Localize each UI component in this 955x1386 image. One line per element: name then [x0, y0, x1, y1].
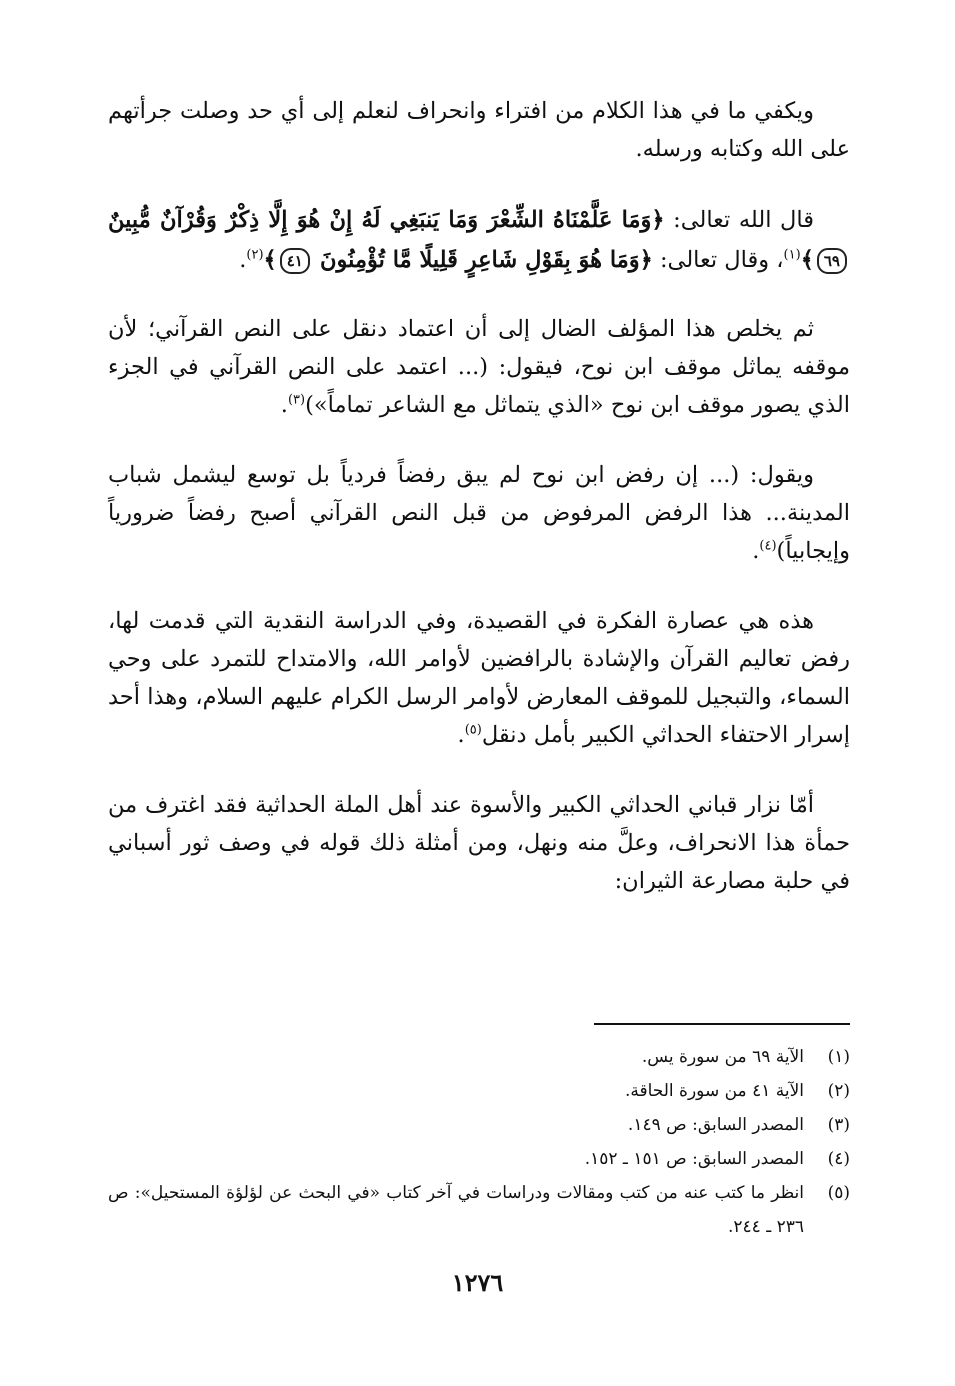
paragraph-4: [108, 602, 850, 754]
footnote-1: [108, 1040, 850, 1074]
quran-middle: ، وقال تعالى:: [652, 247, 784, 273]
paragraph-2: [108, 310, 850, 424]
paragraph-3-end: .: [752, 538, 760, 564]
footnote-4: [108, 1142, 850, 1176]
paragraph-5: [108, 786, 850, 900]
quran-verse-2-close: ﴾: [263, 247, 277, 273]
page-number: ١٢٧٦: [451, 1268, 504, 1297]
paragraph-3-text: ويقول: (... إن رفض ابن نوح لم يبق رفضاً فردياً بل توسع ليشمل شباب المدينة... هذا الرفض المرفوض من قبل النص القرآني أصبح رفضاً ضرورياً وإيجابياً): [108, 462, 850, 564]
footnote-number: (٢): [827, 1081, 850, 1101]
footnote-text: المصدر السابق: ص ١٤٩.: [627, 1115, 804, 1135]
footnote-text: انظر ما كتب عنه من كتب ومقالات ودراسات في آخر كتاب «في البحث عن لؤلؤة المستحيل»: ص ٢٣٦ ـ ٢٤٤.: [108, 1183, 804, 1237]
quran-verse-2: ﴿وَمَا هُوَ بِقَوْلِ شَاعِرٍ قَلِيلًا مَّا تُؤْمِنُونَ: [320, 247, 653, 273]
footnote-3: [108, 1108, 850, 1142]
paragraph-3: [108, 456, 850, 570]
footnote-text: المصدر السابق: ص ١٥١ ـ ١٥٢.: [584, 1149, 804, 1169]
footnote-ref-2[interactable]: (٢): [246, 247, 264, 263]
ayah-number-1: ٦٩: [817, 248, 847, 274]
footnote-text: الآية ٤١ من سورة الحاقة.: [624, 1081, 804, 1101]
footnote-number: (٤): [827, 1149, 850, 1169]
footnote-5: [108, 1176, 850, 1244]
paragraph-1: [108, 92, 850, 168]
footnote-number: (٣): [827, 1115, 850, 1135]
paragraph-2-text: ثم يخلص هذا المؤلف الضال إلى أن اعتماد دنقل على النص القرآني؛ لأن موقفه يماثل موقف ابن نوح، فيقول: (... اعتمد على النص القرآني في الجزء الذي يصور موقف ابن نوح «الذي يتماثل مع الشاعر تماماً»): [108, 316, 850, 418]
footnote-ref-1[interactable]: (١): [783, 247, 801, 263]
main-text: [108, 92, 850, 932]
footnotes: [108, 1040, 850, 1244]
footnote-number: (١): [827, 1047, 850, 1067]
quran-verse-1-close: ﴾: [800, 247, 814, 273]
footnote-divider: [594, 1023, 850, 1025]
footnote-ref-3[interactable]: (٣): [287, 392, 306, 408]
quran-paragraph: [108, 200, 850, 280]
paragraph-5-text: أمّا نزار قباني الحداثي الكبير والأسوة عند أهل الملة الحداثية فقد اغترف من حمأة هذا الانحراف، وعلَّ منه ونهل، ومن أمثلة ذلك قوله في وصف ثور أسباني في حلبة مصارعة الثيران:: [108, 792, 850, 894]
quran-end: .: [239, 247, 247, 273]
footnote-text: الآية ٦٩ من سورة يس.: [641, 1047, 804, 1067]
paragraph-4-end: .: [457, 722, 465, 748]
footnote-number: (٥): [827, 1183, 850, 1203]
footnote-ref-5[interactable]: (٥): [464, 722, 482, 738]
ayah-number-2: ٤١: [280, 248, 310, 274]
paragraph-2-end: .: [280, 392, 288, 418]
footnote-2: [108, 1074, 850, 1108]
quran-verse-1: ﴿وَمَا عَلَّمْنَاهُ الشِّعْرَ وَمَا يَنبَغِي لَهُ إِنْ هُوَ إِلَّا ذِكْرٌ وَقُرْآنٌ مُّبِينٌ: [108, 207, 665, 233]
paragraph-1-text: ويكفي ما في هذا الكلام من افتراء وانحراف لنعلم إلى أي حد وصلت جرأتهم على الله وكتابه ورسله.: [108, 98, 850, 162]
paragraph-4-text: هذه هي عصارة الفكرة في القصيدة، وفي الدراسة النقدية التي قدمت لها، رفض تعاليم القرآن والإشادة بالرافضين لأوامر الله، والامتداح للتمرد على وحي السماء، والتبجيل للموقف المعارض لأوامر الرسل الكرام عليهم السلام، وهذا أحد إسرار الاحتفاء الحداثي الكبير بأمل دنقل: [108, 608, 850, 748]
footnote-ref-4[interactable]: (٤): [759, 538, 777, 554]
quran-intro: قال الله تعالى:: [664, 207, 814, 233]
